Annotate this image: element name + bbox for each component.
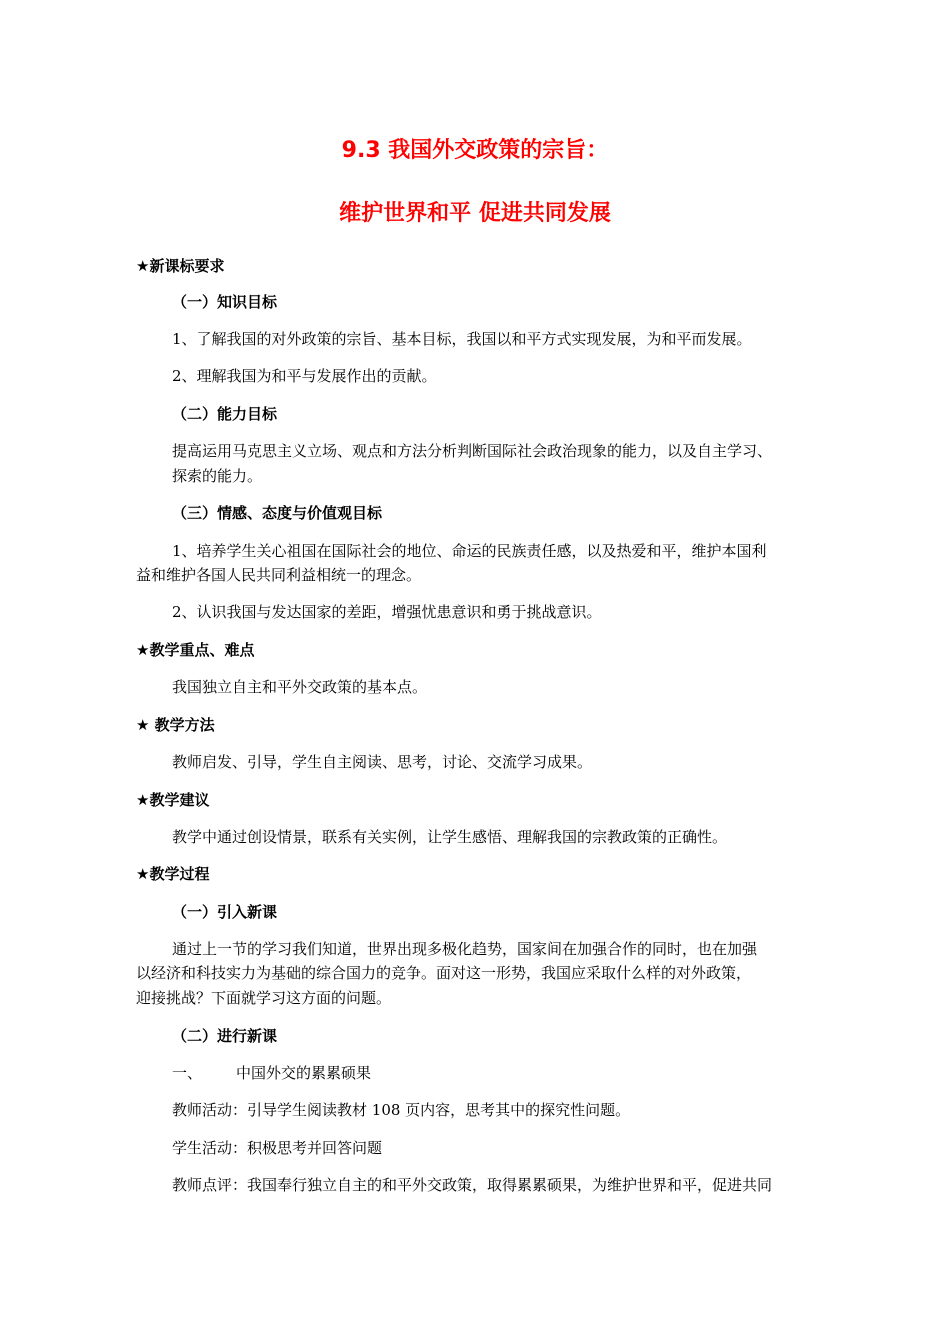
student-activity: 学生活动：积极思考并回答问题 [172,1139,383,1157]
key-points-text: 我国独立自主和平外交政策的基本点。 [172,678,428,696]
document-title-line-1: 9.3 我国外交政策的宗旨： [341,138,609,163]
key-points-heading: ★教学重点、难点 [136,641,255,659]
ability-text-line-2: 探索的能力。 [172,467,263,485]
method-text: 教师启发、引导，学生自主阅读、思考，讨论、交流学习成果。 [172,753,593,771]
ability-heading: （二）能力目标 [172,405,278,423]
knowledge-heading: （一）知识目标 [172,293,278,311]
emotion-heading: （三）情感、态度与价值观目标 [172,504,383,522]
standards-heading: ★新课标要求 [136,257,225,275]
teacher-comment: 教师点评：我国奉行独立自主的和平外交政策，取得累累硕果，为维护世界和平，促进共同 [172,1176,773,1194]
suggestion-heading: ★教学建议 [136,791,210,809]
intro-heading: （一）引入新课 [172,903,278,921]
ability-text-line-1: 提高运用马克思主义立场、观点和方法分析判断国际社会政治现象的能力，以及自主学习、 [172,442,773,460]
part-1-title: 中国外交的累累硕果 [236,1064,372,1082]
part-1-number: 一、 [172,1064,203,1082]
knowledge-item-2: 2、理解我国为和平与发展作出的贡献。 [172,367,437,385]
suggestion-text: 教学中通过创设情景，联系有关实例，让学生感悟、理解我国的宗教政策的正确性。 [172,828,728,846]
emotion-item-1-line-2: 益和维护各国人民共同利益相统一的理念。 [136,566,422,584]
emotion-item-1-line-1: 1、培养学生关心祖国在国际社会的地位、命运的民族责任感，以及热爱和平，维护本国利 [172,542,767,560]
intro-text-line-1: 通过上一节的学习我们知道，世界出现多极化趋势，国家间在加强合作的同时，也在加强 [172,940,758,958]
process-heading: ★教学过程 [136,865,210,883]
intro-text-line-2: 以经济和科技实力为基础的综合国力的竞争。面对这一形势，我国应采取什么样的对外政策， [136,964,752,982]
teacher-activity: 教师活动：引导学生阅读教材 108 页内容，思考其中的探究性问题。 [172,1101,631,1119]
knowledge-item-1: 1、了解我国的对外政策的宗旨、基本目标，我国以和平方式实现发展，为和平而发展。 [172,330,752,348]
method-heading: ★ 教学方法 [136,716,215,734]
emotion-item-2: 2、认识我国与发达国家的差距，增强忧患意识和勇于挑战意识。 [172,603,602,621]
new-lesson-heading: （二）进行新课 [172,1027,278,1045]
intro-text-line-3: 迎接挑战？下面就学习这方面的问题。 [136,989,392,1007]
document-title-line-2: 维护世界和平 促进共同发展 [339,201,611,226]
